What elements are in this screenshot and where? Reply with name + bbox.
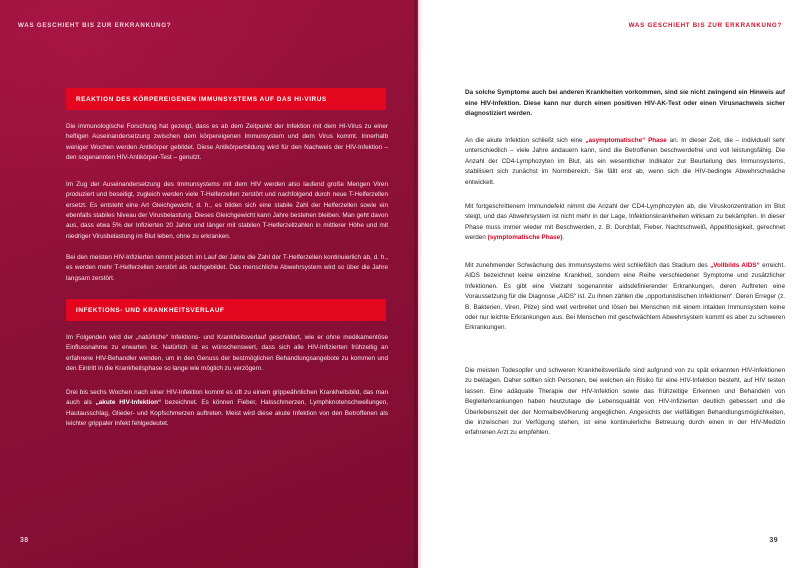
vollbilds-aids-emphasis: „Vollbilds AIDS“: [710, 262, 760, 269]
paragraph-akute-part-1: Drei bis sechs Wochen nach einer HIV-Infektion kommt es oft zu einem grippeähnlichen Krankheitsbild, das man auch als: [66, 389, 388, 407]
section-heading-bar-krankheitsverlauf: [66, 299, 386, 321]
paragraph-vollbild-aids: [465, 261, 785, 334]
paragraph-akute-part-2: bezeichnet. Es können Fieber, Halsschmerzen, Lymphknotenschwellungen, Hautausschlag, Glieder- und Kopfschmerzen auftreten. Meist wird diese akute Infektion von den Betroffenen als leichter grippaler Infekt fehlgedeutet.: [66, 399, 388, 428]
paragraph-auseinandersetzung: Im Zug der Auseinandersetzung des Immunsystems mit dem HIV werden also laufend große Mengen Viren produziert und beseitigt, zugleich werden viele T-Helferzellen zerstört und nachfolgend durch neue T-Helferzellen ersetzt. Es entsteht eine Art Gleichgewicht, d. h., es bilden sich eine stabile Zahl der Helferzellen sowie ein ebenfalls stabiles Niveau der Virusbelastung. Dieses Gleichgewicht kann Jahre bestehen bleiben. Man geht davon aus, dass etwa 5% der Infizierten 20 Jahre und länger mit stabilen T-Helferzellzahlen in mittlerer Höhe und mit niedriger Virusbelastung im Blut leben, ohne zu erkranken.: [66, 181, 388, 240]
paragraph-aids-definition: AIDS bezeichnet keine einzelne Krankheit, sondern eine Reihe verschiedener Symptome und zusätzlicher Infektionen. Es gibt eine Vielzahl sogenannter aidsdefinierender Erkrankungen, deren Auftreten eine Voraussetzung für die Diagnose „AIDS“ ist. Zu ihnen zählen die „opportunistischen Infektionen“. Deren Erreger (z. B. Bakterien, Viren, Pilze) sind weit verbreitet und lösen bei Menschen mit einem intakten Immunsystem keine oder nur leichte Erkrankungen aus. Bei Menschen mit geschwächtem Abwehrsystem kommt es aber zu schweren Erkrankungen.: [465, 272, 785, 332]
folio-page-38: 38: [20, 537, 29, 544]
section-heading-krankheitsverlauf-label: INFEKTIONS- UND KRANKHEITSVERLAUF: [76, 306, 225, 314]
asymptomatische-part-1: An die akute Infektion schließt sich eine: [465, 137, 586, 144]
paragraph-symptomatische-phase: [465, 202, 785, 244]
section-heading-immunsystem-label: REAKTION DES KÖRPEREIGENEN IMMUNSYSTEMS AUF DAS HI-VIRUS: [76, 95, 327, 103]
right-page: [423, 0, 800, 568]
symptomatische-part-1: Mit fortgeschrittenem Immundefekt nimmt die Anzahl der CD4-Lymphozyten ab, die Viruskonzentration im Blut steigt, und das Abwehrsystem ist nicht mehr in der Lage, Infektionskrankheiten wirksam zu bekämpfen. In dieser Phase muss immer wieder mit Beschwerden, z. B. Durchfall, Fieber, Nachtschweiß, Appetitlosigkeit, gerechnet werden: [465, 203, 785, 242]
paragraph-cd4-lymphozyten: Die Anzahl der CD4-Lymphozyten im Blut, als ein wesentlicher Indikator zur Beurteilung des Immunsystems, stabilisiert sich zunächst im Normbereich. Sie fällt erst ab, wenn sich die HIV-bedingte Abwehrschwäche entwickelt.: [465, 147, 786, 186]
running-head-left: WAS GESCHIEHT BIS ZUR ERKRANKUNG?: [18, 22, 172, 29]
paragraph-t-helferzellen-abnahme: Bei den meisten HIV-Infizierten nimmt jedoch im Lauf der Jahre die Zahl der T-Helferzellen kontinuierlich ab, d. h., es werden mehr T-Helferzellen zerstört als nachgebildet. Das menschliche Abwehrsystem wird so über die Jahre langsam zerstört.: [66, 254, 388, 282]
akute-hiv-infektion-emphasis: „akute HIV-Infektion“: [95, 399, 162, 407]
asymptomatische-part-2: an. In dieser Zeit, die – individuell sehr unterschiedlich – viele Jahre andauern kann, sind die Betroffenen beschwerdefrei und voll leistungsfähig.: [465, 137, 785, 155]
folio-page-39: 39: [769, 537, 778, 544]
paragraph-natuerlicher-verlauf: Im Folgenden wird der „natürliche“ Infektions- und Krankheitsverlauf geschildert, wie er ohne medikamentöse Einflussnahme zu erwarten ist. Natürlich ist es wünschenswert, dass sich alle HIV-Infizierten frühzeitig an erfahrene HIV-Behandler wenden, um in den Genuss der bestmöglichen Behandlungsangebote zu kommen und den Eintritt in die Krankheitsphase so lange wie möglich zu verzögern.: [66, 334, 388, 373]
paragraph-diagnose-hinweis: Da solche Symptome auch bei anderen Krankheiten vorkommen, sind sie nicht zwingend ein Hinweis auf eine HIV-Infektion. Diese kann nur durch einen positiven HIV-AK-Test oder einen Virusnachweis sicher diagnostiziert werden.: [465, 89, 785, 118]
paragraph-todesopfer-therapie: Die meisten Todesopfer und schweren Krankheitsverläufe sind aufgrund von zu spät erkannten HIV-Infektionen zu beklagen. Daher sollten sich Personen, bei welchen ein Risiko für eine HIV-Infektion besteht, auf HIV testen lassen. Eine adäquate Therapie der HIV-Infektion sowie das frühzeitige Erkennen und Behandeln von Begleiterkrankungen haben heutzutage die Lebensqualität von HIV-Infizierten deutlich gebessert und die Überlebenszeit der der Normalbevölkerung angeglichen. Angesichts der vielfältigen Behandlungsmöglichkeiten, die inzwischen zur Verfügung stehen, ist eine kontinuierliche Betreuung durch einen in der HIV-Medizin erfahrenen Arzt zu empfehlen.: [465, 367, 785, 437]
running-head-right: WAS GESCHIEHT BIS ZUR ERKRANKUNG?: [628, 22, 782, 29]
section-heading-bar-immunsystem: [66, 88, 386, 110]
asymptomatische-phase-emphasis: „asymptomatische“ Phase: [585, 137, 667, 144]
symptomatische-phase-emphasis: (symptomatische Phase): [487, 234, 563, 242]
paragraph-immunologische-forschung: Die immunologische Forschung hat gezeigt, dass es ab dem Zeitpunkt der Infektion mit dem HI-Virus zu einer heftigen Auseinandersetzung zwischen dem körpereigenen Immunsystem und dem Virus kommt. Innerhalb weniger Wochen werden Antikörper gebildet. Diese Antikörperbildung wird für den Nachweis der HIV-Infektion – den sogenannten HIV-Antikörper-Test – genutzt.: [66, 123, 388, 162]
paragraph-akute-hiv-infektion: [66, 388, 388, 429]
symptomatische-part-2: .: [562, 234, 565, 242]
vollbild-part-1: Mit zunehmender Schwächung des Immunsystems wird schließlich das Stadium des: [465, 262, 711, 269]
vollbild-part-2: erreicht.: [759, 262, 785, 269]
paragraph-asymptomatische-phase: [465, 136, 785, 188]
